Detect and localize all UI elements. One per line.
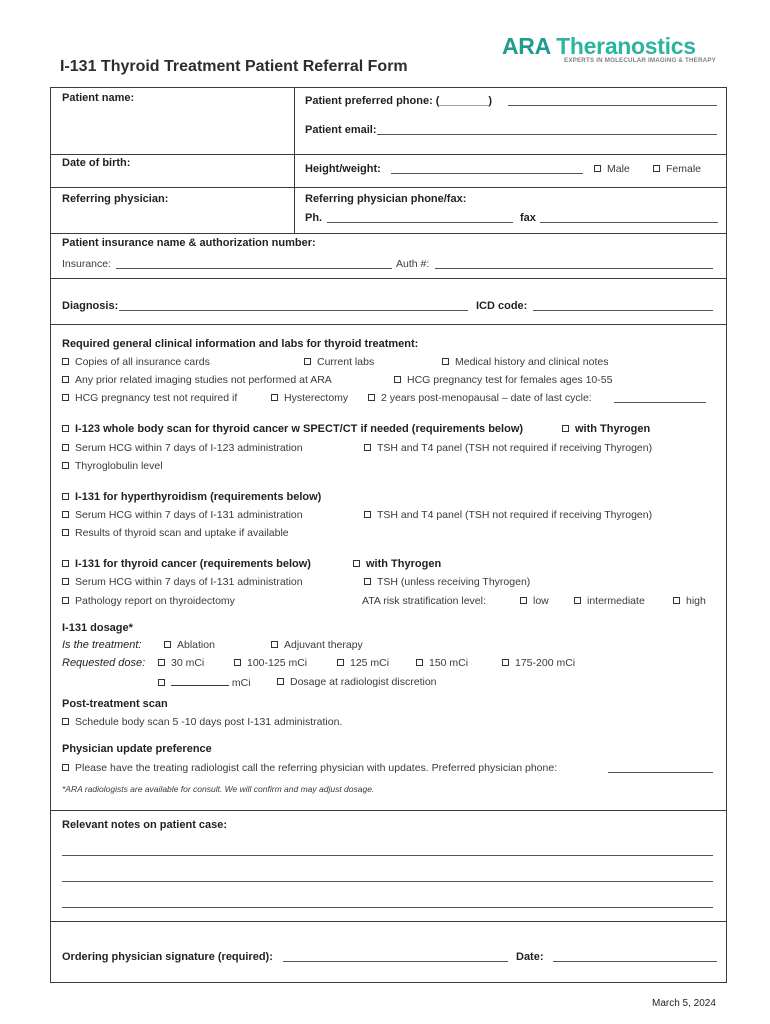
checkbox-icon[interactable] xyxy=(562,425,569,432)
cancer-item-label: TSH (unless receiving Thyrogen) xyxy=(377,576,531,588)
female-option[interactable] xyxy=(653,162,701,176)
general-item-label: Any prior related imaging studies not performed at ARA xyxy=(75,374,332,386)
checkbox-icon[interactable] xyxy=(364,511,371,518)
general-item[interactable] xyxy=(394,373,612,387)
cancer-thyrogen-option[interactable] xyxy=(353,557,441,571)
hyper-item-label: Serum HCG within 7 days of I-131 administration xyxy=(75,509,303,521)
checkbox-icon[interactable] xyxy=(158,679,165,686)
signature-label: Ordering physician signature (required): xyxy=(62,951,273,963)
dose-option-label: 175-200 mCi xyxy=(515,657,576,669)
checkbox-icon[interactable] xyxy=(62,718,69,725)
ata-option[interactable] xyxy=(673,594,706,608)
general-item[interactable] xyxy=(304,355,374,369)
checkbox-icon[interactable] xyxy=(304,358,311,365)
custom-dose-field[interactable] xyxy=(171,675,229,686)
i123-item-label: Serum HCG within 7 days of I-123 administration xyxy=(75,442,303,454)
dose-option-label: 150 mCi xyxy=(429,657,469,669)
dose-option[interactable] xyxy=(234,656,307,670)
divider xyxy=(51,187,726,188)
ph-label: Ph. xyxy=(305,212,323,224)
male-label: Male xyxy=(607,163,630,175)
auth-label: Auth #: xyxy=(396,258,430,270)
checkbox-icon[interactable] xyxy=(368,394,375,401)
i123-thyrogen-option[interactable] xyxy=(562,422,650,436)
general-item-label: HCG pregnancy test not required if xyxy=(75,392,238,404)
insurance-field[interactable] xyxy=(116,268,392,269)
general-item[interactable] xyxy=(271,391,348,405)
general-item-label: HCG pregnancy test for females ages 10-55 xyxy=(407,374,613,386)
signature-field[interactable] xyxy=(283,961,508,962)
general-item-label: Hysterectomy xyxy=(284,392,349,404)
cancer-item[interactable] xyxy=(62,575,303,589)
checkbox-icon[interactable] xyxy=(164,641,171,648)
column-divider xyxy=(294,88,295,233)
treatment-option-label: Adjuvant therapy xyxy=(284,639,363,651)
ata-option-label: high xyxy=(686,595,706,607)
checkbox-icon[interactable] xyxy=(416,659,423,666)
dose-option[interactable] xyxy=(158,656,204,670)
treatment-option-label: Ablation xyxy=(177,639,215,651)
post-heading: Post-treatment scan xyxy=(62,698,168,710)
cancer-option[interactable] xyxy=(62,557,311,571)
checkbox-icon[interactable] xyxy=(673,597,680,604)
hyper-heading: I-131 for hyperthyroidism (requirements below) xyxy=(75,491,322,503)
signature-date-label: Date: xyxy=(516,951,544,963)
i123-item[interactable] xyxy=(364,441,652,455)
fax-label: fax xyxy=(520,212,536,224)
post-item[interactable] xyxy=(62,715,342,729)
discretion-option[interactable] xyxy=(277,675,437,689)
checkbox-icon[interactable] xyxy=(364,578,371,585)
dosage-note: *ARA radiologists are available for consult. We will confirm and may adjust dosage. xyxy=(62,784,375,794)
notes-line[interactable] xyxy=(62,855,713,856)
checkbox-icon[interactable] xyxy=(520,597,527,604)
checkbox-icon[interactable] xyxy=(271,394,278,401)
custom-dose-option[interactable] xyxy=(158,675,251,690)
height-weight-label: Height/weight: xyxy=(305,163,381,175)
treatment-option[interactable] xyxy=(271,638,363,652)
hyper-item[interactable] xyxy=(62,508,303,522)
checkbox-icon[interactable] xyxy=(62,511,69,518)
footer-date: March 5, 2024 xyxy=(652,998,716,1009)
insurance-heading: Patient insurance name & authorization number: xyxy=(62,237,316,249)
checkbox-icon[interactable] xyxy=(653,165,660,172)
ph-field[interactable] xyxy=(327,222,513,223)
update-heading: Physician update preference xyxy=(62,743,212,755)
checkbox-icon[interactable] xyxy=(62,597,69,604)
i123-item[interactable] xyxy=(62,459,163,473)
i123-item[interactable] xyxy=(62,441,303,455)
checkbox-icon[interactable] xyxy=(62,578,69,585)
cancer-item[interactable] xyxy=(62,594,235,608)
checkbox-icon[interactable] xyxy=(502,659,509,666)
checkbox-icon[interactable] xyxy=(337,659,344,666)
height-weight-field[interactable] xyxy=(391,173,583,174)
brand-name-a: ARA xyxy=(502,33,551,59)
patient-name-label: Patient name: xyxy=(62,92,135,104)
icd-label: ICD code: xyxy=(476,300,528,312)
i123-option[interactable] xyxy=(62,422,523,436)
general-item-label: 2 years post-menopausal – date of last cycle: xyxy=(381,392,592,404)
general-item-label: Copies of all insurance cards xyxy=(75,356,210,368)
hyper-item-label: TSH and T4 panel (TSH not required if receiving Thyrogen) xyxy=(377,509,653,521)
dose-option[interactable] xyxy=(502,656,575,670)
dose-option[interactable] xyxy=(337,656,389,670)
i123-thyrogen-label: with Thyrogen xyxy=(575,423,651,435)
checkbox-icon[interactable] xyxy=(62,444,69,451)
checkbox-icon[interactable] xyxy=(62,425,69,432)
patient-email-label: Patient email: xyxy=(305,124,377,136)
hyper-item-label: Results of thyroid scan and uptake if available xyxy=(75,527,289,539)
general-item[interactable] xyxy=(442,355,609,369)
checkbox-icon[interactable] xyxy=(62,376,69,383)
general-item[interactable] xyxy=(368,391,592,405)
update-item[interactable] xyxy=(62,761,557,775)
dosage-heading: I-131 dosage* xyxy=(62,622,133,634)
checkbox-icon[interactable] xyxy=(277,678,284,685)
checkbox-icon[interactable] xyxy=(62,493,69,500)
checkbox-icon[interactable] xyxy=(574,597,581,604)
patient-phone-label: Patient preferred phone: (________) xyxy=(305,95,493,107)
general-item[interactable] xyxy=(62,373,332,387)
male-option[interactable] xyxy=(594,162,630,176)
divider xyxy=(51,324,726,325)
patient-email-field[interactable] xyxy=(377,134,717,135)
diagnosis-field[interactable] xyxy=(119,310,468,311)
icd-field[interactable] xyxy=(533,310,713,311)
cancer-item-label: Serum HCG within 7 days of I-131 administration xyxy=(75,576,303,588)
custom-dose-unit: mCi xyxy=(231,677,251,689)
dose-option-label: 125 mCi xyxy=(350,657,390,669)
checkbox-icon[interactable] xyxy=(62,462,69,469)
notes-line[interactable] xyxy=(62,907,713,908)
hyper-item[interactable] xyxy=(364,508,652,522)
cancer-item[interactable] xyxy=(364,575,530,589)
dose-label: Requested dose: xyxy=(62,657,146,669)
divider xyxy=(51,810,726,811)
referring-phone-fax-label: Referring physician phone/fax: xyxy=(305,193,467,205)
checkbox-icon[interactable] xyxy=(62,560,69,567)
notes-heading: Relevant notes on patient case: xyxy=(62,819,228,831)
cancer-item-label: Pathology report on thyroidectomy xyxy=(75,595,235,607)
checkbox-icon[interactable] xyxy=(62,358,69,365)
checkbox-icon[interactable] xyxy=(234,659,241,666)
checkbox-icon[interactable] xyxy=(62,764,69,771)
ata-option-label: low xyxy=(533,595,549,607)
checkbox-icon[interactable] xyxy=(62,529,69,536)
update-item-label: Please have the treating radiologist call the referring physician with updates. Preferred physician phone: xyxy=(75,762,558,774)
treatment-option[interactable] xyxy=(164,638,215,652)
notes-line[interactable] xyxy=(62,881,713,882)
ata-option[interactable] xyxy=(520,594,549,608)
divider xyxy=(51,233,726,234)
hyper-item[interactable] xyxy=(62,526,289,540)
hyper-option[interactable] xyxy=(62,490,321,504)
signature-date-field[interactable] xyxy=(553,961,717,962)
diagnosis-label: Diagnosis: xyxy=(62,300,119,312)
general-item-label: Current labs xyxy=(317,356,375,368)
brand-logo xyxy=(502,33,734,64)
brand-tagline: EXPERTS IN MOLECULAR IMAGING & THERAPY xyxy=(564,57,716,64)
patient-phone-field[interactable] xyxy=(508,105,717,106)
divider xyxy=(51,278,726,279)
ata-option[interactable] xyxy=(574,594,645,608)
ata-label: ATA risk stratification level: xyxy=(362,595,486,607)
last-cycle-field[interactable] xyxy=(614,402,706,403)
form-title: I-131 Thyroid Treatment Patient Referral Form xyxy=(60,58,408,75)
insurance-label: Insurance: xyxy=(62,258,112,270)
referring-physician-label: Referring physician: xyxy=(62,193,169,205)
auth-field[interactable] xyxy=(435,268,713,269)
checkbox-icon[interactable] xyxy=(62,394,69,401)
discretion-label: Dosage at radiologist discretion xyxy=(290,676,437,688)
dose-option-label: 100-125 mCi xyxy=(247,657,308,669)
dose-option[interactable] xyxy=(416,656,468,670)
checkbox-icon[interactable] xyxy=(353,560,360,567)
ata-option-label: intermediate xyxy=(587,595,645,607)
dob-label: Date of birth: xyxy=(62,157,131,169)
brand-name-b: Theranostics xyxy=(556,33,696,59)
i123-item-label: Thyroglobulin level xyxy=(75,460,163,472)
i123-heading: I-123 whole body scan for thyroid cancer w SPECT/CT if needed (requirements below) xyxy=(75,423,524,435)
cancer-heading: I-131 for thyroid cancer (requirements below) xyxy=(75,558,311,570)
fax-field[interactable] xyxy=(540,222,718,223)
checkbox-icon[interactable] xyxy=(394,376,401,383)
general-item-label: Medical history and clinical notes xyxy=(455,356,609,368)
checkbox-icon[interactable] xyxy=(442,358,449,365)
checkbox-icon[interactable] xyxy=(158,659,165,666)
dose-option-label: 30 mCi xyxy=(171,657,205,669)
checkbox-icon[interactable] xyxy=(271,641,278,648)
checkbox-icon[interactable] xyxy=(364,444,371,451)
divider xyxy=(51,154,726,155)
general-item[interactable] xyxy=(62,391,237,405)
preferred-phone-field[interactable] xyxy=(608,772,713,773)
divider xyxy=(51,921,726,922)
checkbox-icon[interactable] xyxy=(594,165,601,172)
female-label: Female xyxy=(666,163,702,175)
general-item[interactable] xyxy=(62,355,210,369)
treatment-label: Is the treatment: xyxy=(62,639,142,651)
post-item-label: Schedule body scan 5 -10 days post I-131 administration. xyxy=(75,716,343,728)
i123-item-label: TSH and T4 panel (TSH not required if receiving Thyrogen) xyxy=(377,442,653,454)
cancer-thyrogen-label: with Thyrogen xyxy=(366,558,442,570)
general-heading: Required general clinical information and labs for thyroid treatment: xyxy=(62,338,419,350)
